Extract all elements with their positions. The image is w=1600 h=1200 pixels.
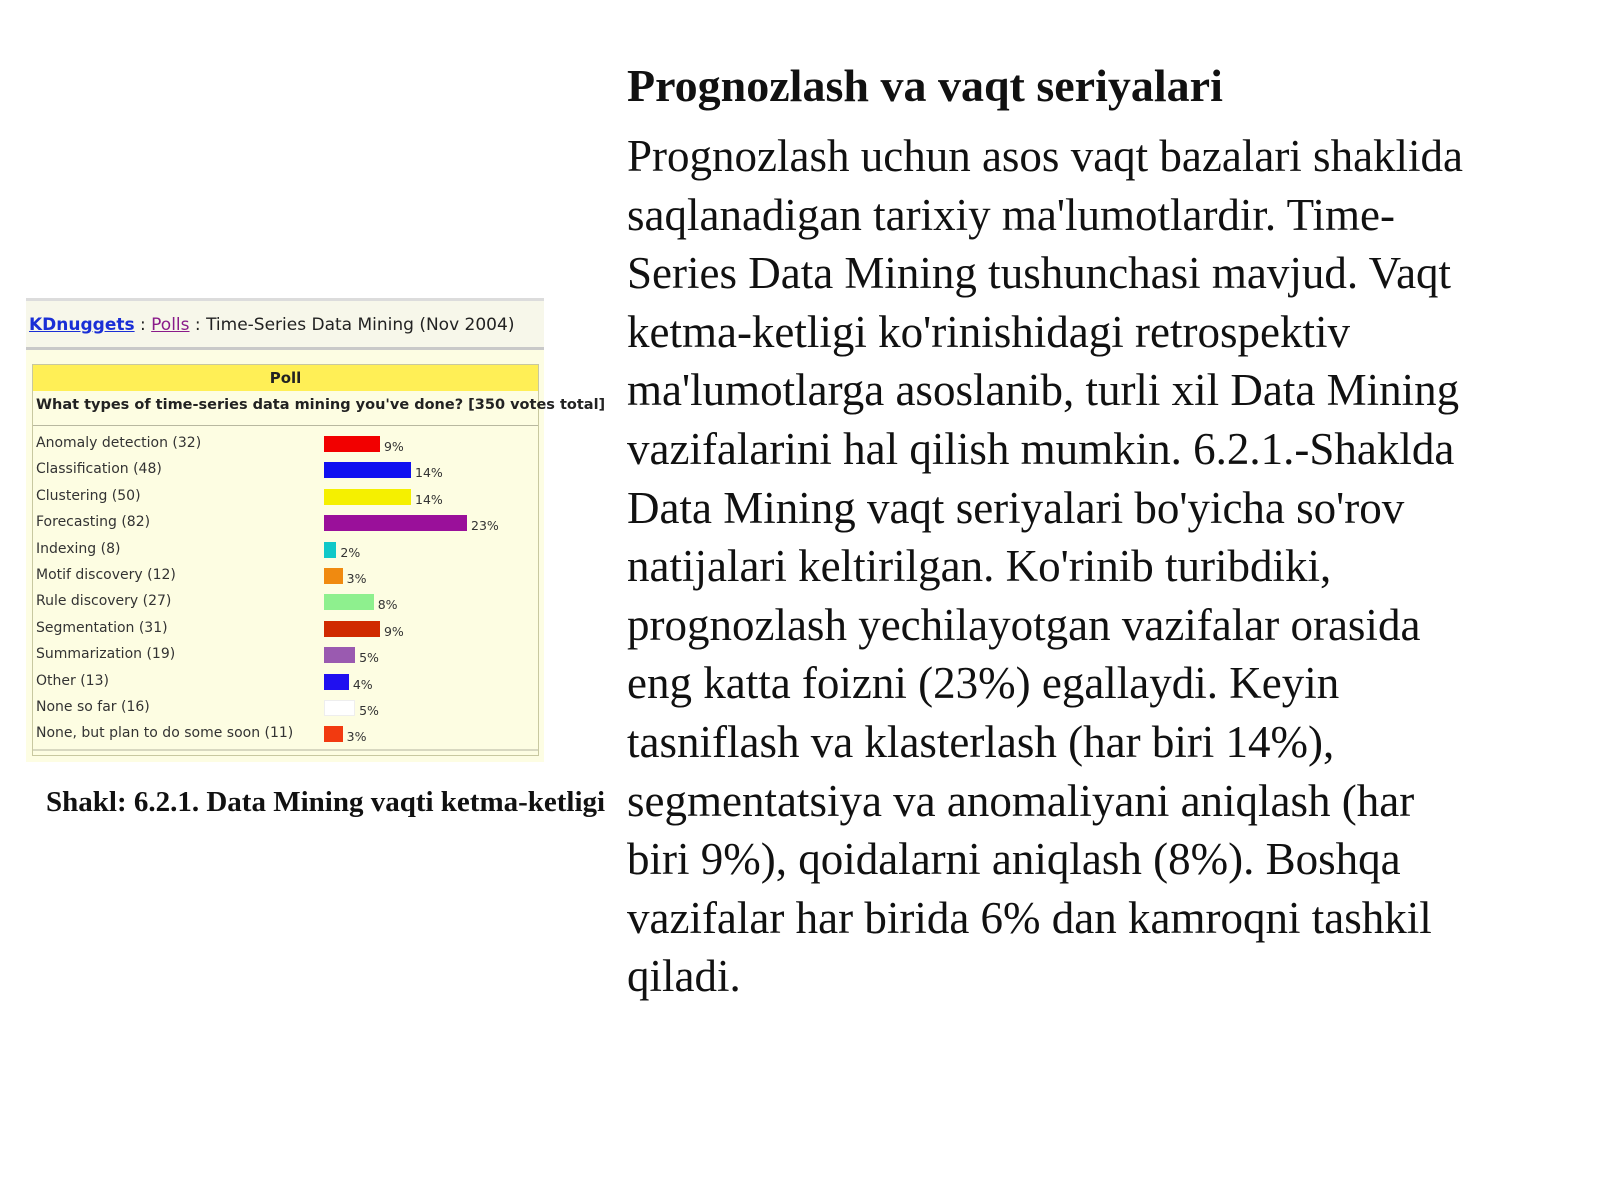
poll-row <box>33 433 538 457</box>
poll-row <box>33 618 538 642</box>
poll-row-label: Indexing (8) <box>36 540 121 557</box>
poll-bar-value-label: 5% <box>359 703 379 718</box>
body-line: eng katta foizni (23%) egallaydi. Keyin <box>627 658 1340 709</box>
slide-body-text <box>627 127 1557 1006</box>
body-line: segmentatsiya va anomaliyani aniqlash (har <box>627 775 1415 826</box>
poll-row <box>33 539 538 563</box>
poll-bar <box>324 462 411 478</box>
poll-bar <box>324 489 411 505</box>
poll-row <box>33 565 538 589</box>
poll-row-label: Classification (48) <box>36 461 162 478</box>
poll-row-label: Motif discovery (12) <box>36 567 176 583</box>
poll-title: Poll <box>33 365 538 391</box>
body-line: Data Mining vaqt seriyalari bo'yicha so'rov <box>627 482 1405 533</box>
poll-bar-value-label: 14% <box>415 465 443 481</box>
poll-bar <box>324 674 349 690</box>
poll-bar-value-label: 8% <box>377 597 398 613</box>
poll-row-label: None so far (16) <box>36 699 150 715</box>
poll-bar-value-label: 9% <box>383 623 404 639</box>
poll-page-title: Time-Series Data Mining (Nov 2004) <box>206 315 515 335</box>
poll-row <box>33 644 538 668</box>
poll-question: What types of time-series data mining you've done? [350 votes total] <box>36 397 606 413</box>
poll-row-label: Summarization (19) <box>36 646 176 663</box>
body-line: prognozlash yechilayotgan vazifalar orasida <box>627 599 1421 650</box>
poll-bar-value-label: 3% <box>346 729 367 745</box>
body-line: ma'lumotlarga asoslanib, turli xil Data Mining <box>627 365 1460 416</box>
poll-figure <box>26 298 606 762</box>
body-line: ketma-ketligi ko'rinishidagi retrospektiv <box>627 306 1350 357</box>
poll-row <box>33 486 538 510</box>
poll-row <box>33 723 538 747</box>
poll-bar-value-label: 23% <box>471 518 499 534</box>
poll-row <box>33 459 538 483</box>
breadcrumb-separator: : <box>189 315 207 335</box>
breadcrumb-separator: : <box>134 315 152 335</box>
poll-box <box>32 364 606 756</box>
body-line: Series Data Mining tushunchasi mavjud. Vaqt <box>627 248 1452 299</box>
poll-row <box>33 591 538 615</box>
poll-header <box>26 298 544 350</box>
poll-breadcrumb <box>29 315 514 335</box>
slide-heading: Prognozlash va vaqt seriyalari <box>627 60 1223 111</box>
poll-bar-value-label: 3% <box>346 571 367 586</box>
body-line: qiladi. <box>627 951 741 1002</box>
poll-bar-value-label: 4% <box>352 676 373 692</box>
poll-bar <box>324 726 343 742</box>
body-line: biri 9%), qoidalarni aniqlash (8%). Boshqa <box>627 834 1401 885</box>
poll-row-label: None, but plan to do some soon (11) <box>36 725 294 742</box>
poll-row-label: Forecasting (82) <box>36 514 151 531</box>
poll-bar <box>324 542 336 558</box>
divider <box>33 425 538 426</box>
poll-row-label: Anomaly detection (32) <box>36 435 202 451</box>
body-line: tasniflash va klasterlash (har biri 14%), <box>627 716 1335 767</box>
poll-bar-value-label: 5% <box>359 650 379 666</box>
poll-bar <box>324 621 380 637</box>
body-line: vazifalarini hal qilish mumkin. 6.2.1.-Shaklda <box>627 423 1455 474</box>
poll-bar-value-label: 9% <box>383 439 404 454</box>
poll-row-label: Segmentation (31) <box>36 619 168 636</box>
body-line: saqlanadigan tarixiy ma'lumotlardir. Time- <box>627 189 1395 240</box>
poll-bar <box>324 515 467 531</box>
body-line: natijalari keltirilgan. Ko'rinib turibdiki, <box>627 541 1332 592</box>
poll-bar <box>324 594 374 610</box>
poll-row <box>33 512 538 536</box>
figure-caption: Shakl: 6.2.1. Data Mining vaqti ketma-ketligi <box>46 786 606 818</box>
poll-row-label: Other (13) <box>36 672 109 689</box>
body-line: Prognozlash uchun asos vaqt bazalari shaklida <box>627 131 1464 181</box>
poll-row <box>33 697 538 721</box>
kdnuggets-link: KDnuggets <box>29 315 135 335</box>
poll-bar <box>324 647 355 663</box>
divider <box>33 749 538 751</box>
poll-bar <box>324 436 380 452</box>
poll-row <box>33 671 538 695</box>
poll-row-label: Rule discovery (27) <box>36 593 172 610</box>
poll-bar <box>324 568 343 584</box>
poll-bar-value-label: 14% <box>415 491 443 507</box>
polls-link: Polls <box>151 315 190 335</box>
poll-bar-value-label: 2% <box>340 544 361 560</box>
poll-bar <box>324 700 355 716</box>
poll-row-label: Clustering (50) <box>36 487 141 504</box>
body-line: vazifalar har birida 6% dan kamroqni tashkil <box>627 892 1432 943</box>
